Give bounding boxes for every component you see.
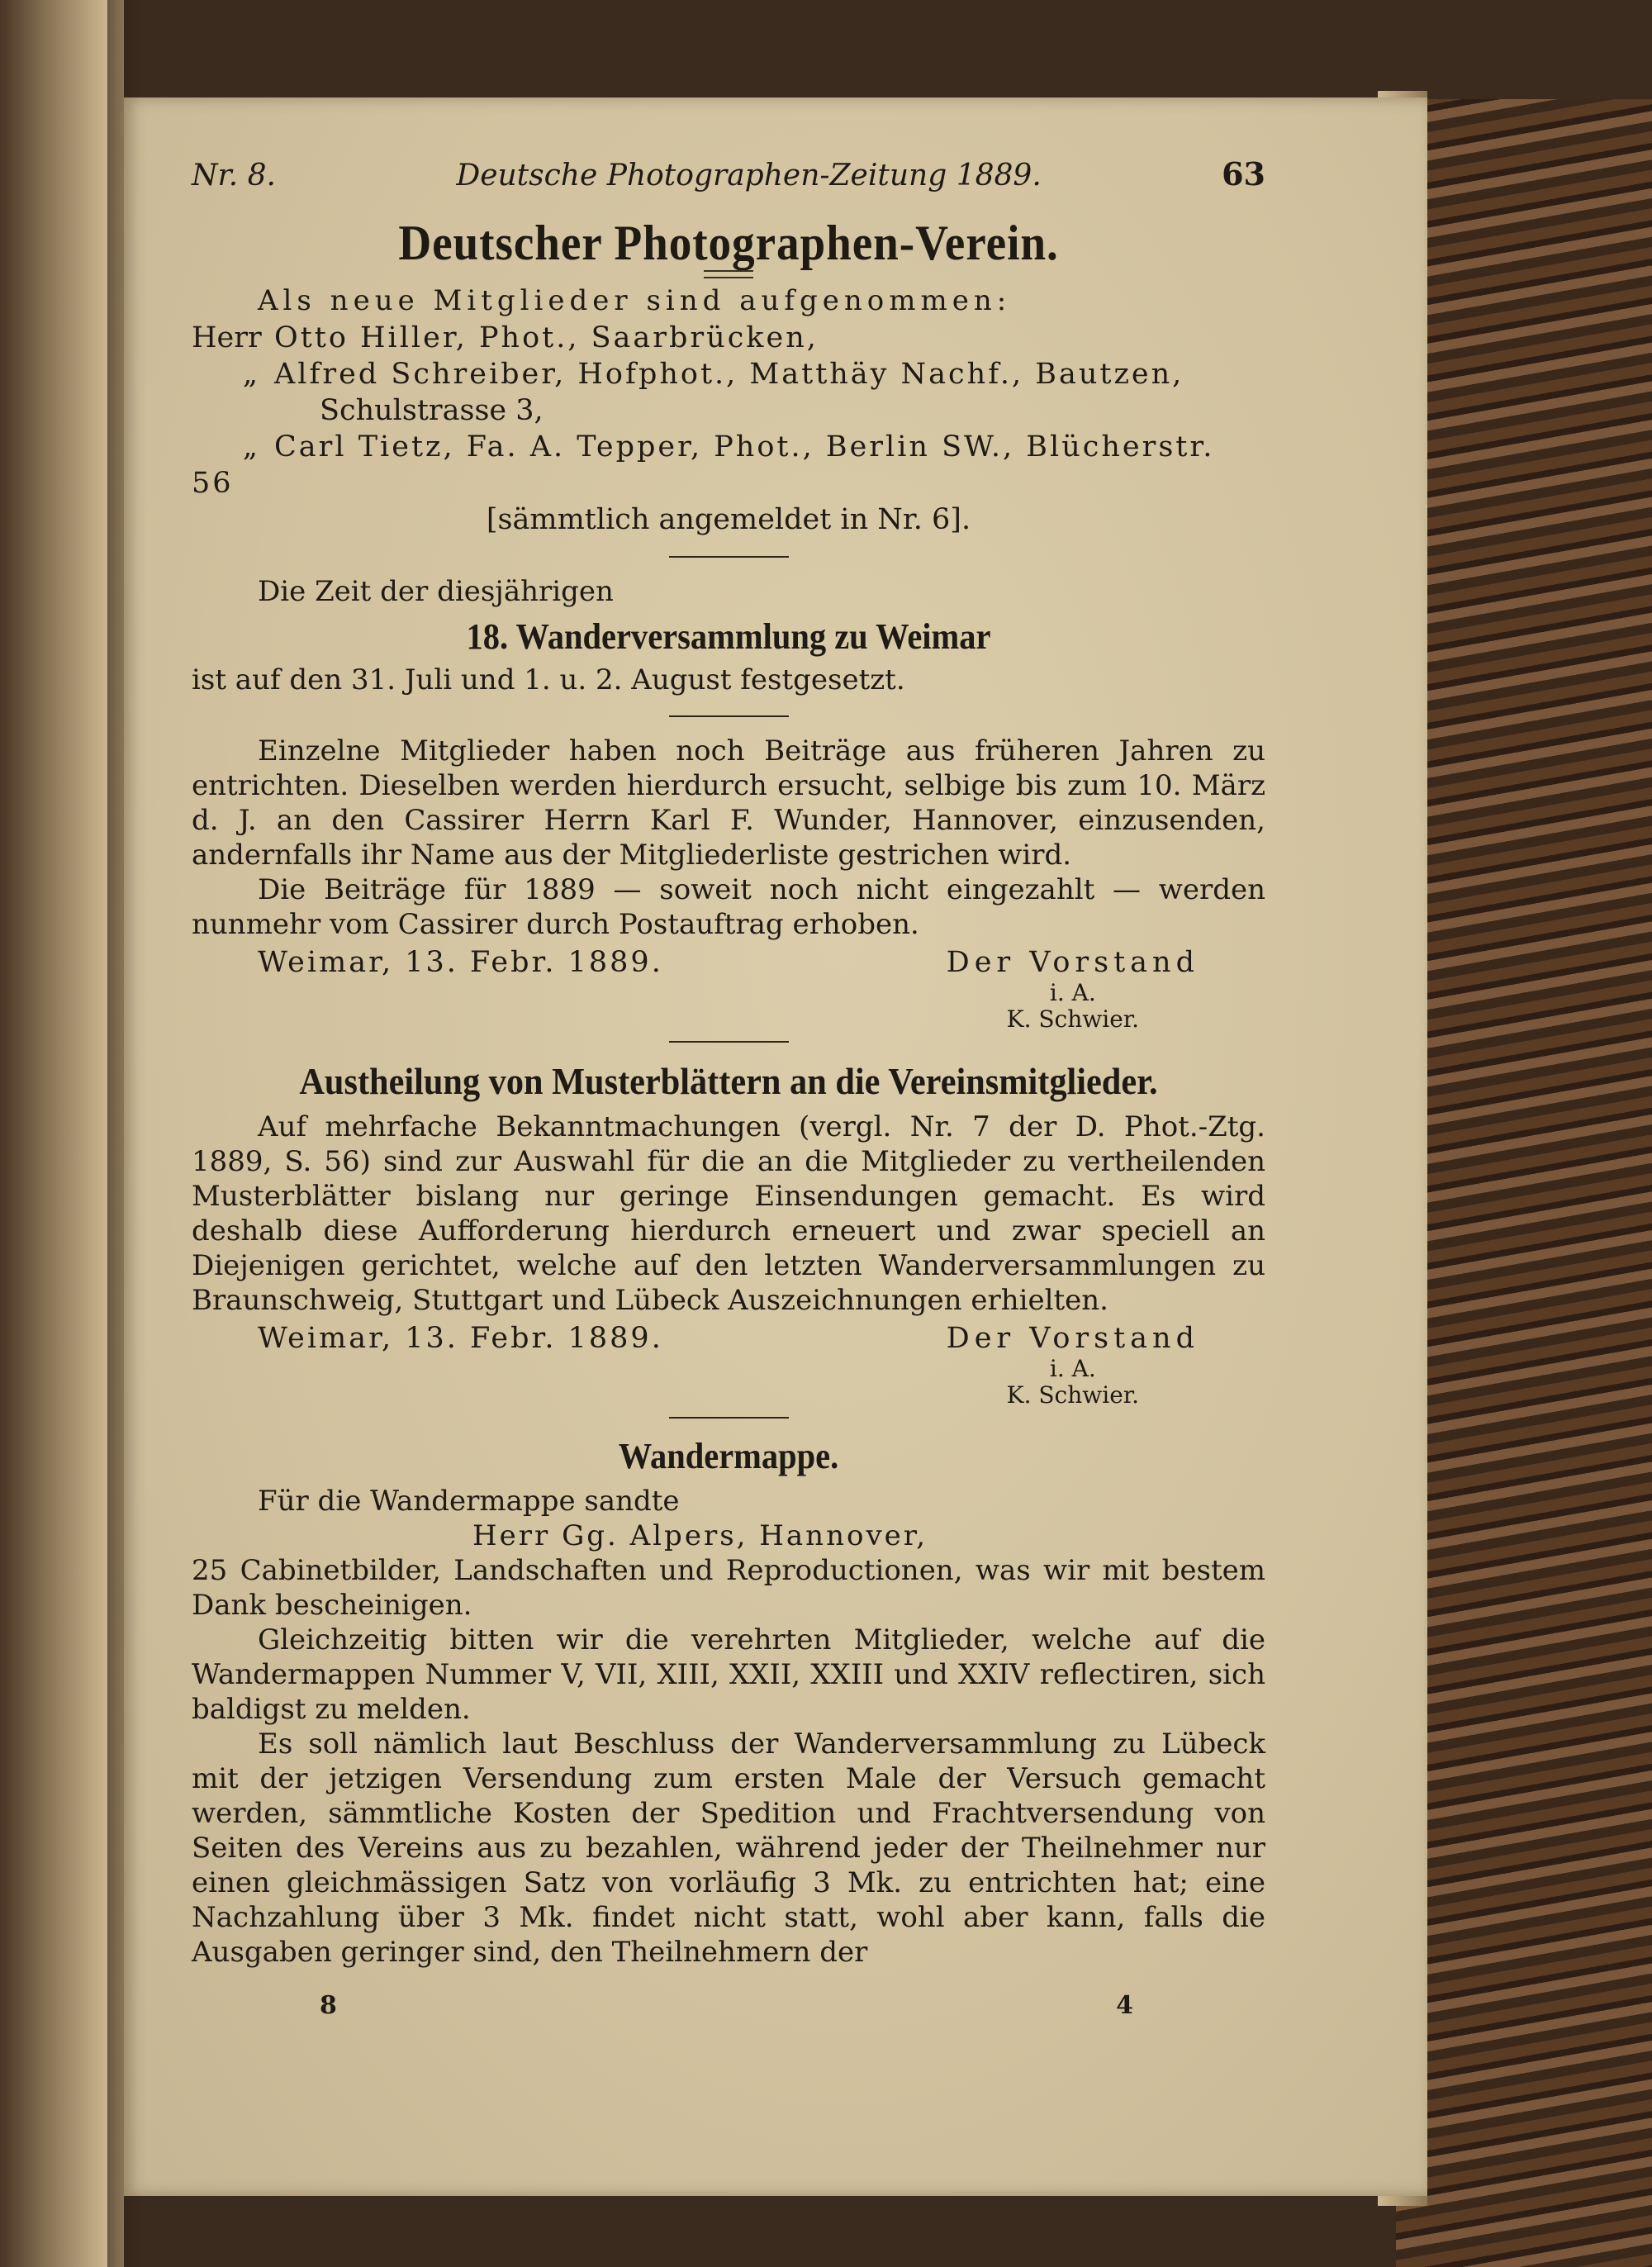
signature-title: Der Vorstand bbox=[946, 1322, 1199, 1355]
signature-name: K. Schwier. bbox=[1006, 1381, 1139, 1409]
member-prefix: „ bbox=[242, 358, 258, 391]
member-prefix: „ bbox=[242, 430, 258, 463]
wandermappe-paragraph-2: Gleichzeitig bitten wir die verehrten Mitglieder, welche auf die Wandermappen Nummer V, VII, XIII, XXII, XXIII und XXIV reflectiren, sich baldigst zu melden. bbox=[192, 1623, 1265, 1726]
member-entry bbox=[192, 320, 1265, 356]
divider bbox=[669, 715, 789, 717]
section-title-verein: Deutscher Photographen-Verein. bbox=[398, 216, 1059, 270]
dues-paragraph-1: Einzelne Mitglieder haben noch Beiträge aus früheren Jahren zu entrichten. Dieselben werden hierdurch ersucht, selbige bis zum 10. März d. J. an den Cassirer Herrn Karl F. Wunder, Hannover, einzusenden, andernfalls ihr Name aus der Mitgliederliste gestrichen wird. bbox=[192, 734, 1265, 872]
signature-block bbox=[947, 1321, 1199, 1409]
place-date: Weimar, 13. Febr. 1889. bbox=[258, 946, 663, 979]
members-intro bbox=[192, 283, 1265, 318]
member-prefix: Herr bbox=[192, 321, 262, 354]
running-head bbox=[192, 155, 1265, 192]
wandermappe-paragraph-1: 25 Cabinetbilder, Landschaften und Reproductionen, was wir mit bestem Dank bescheinigen. bbox=[192, 1554, 1265, 1622]
issue-number: Nr. 8. bbox=[192, 159, 276, 192]
dues-paragraph-2: Die Beiträge für 1889 — soweit noch nicht eingezahlt — werden nunmehr vom Cassirer durch Postauftrag erhoben. bbox=[192, 873, 1265, 941]
member-entry-cont: Schulstrasse 3, bbox=[320, 394, 544, 427]
member-entry bbox=[192, 356, 1265, 392]
signature-ia: i. A. bbox=[1049, 1355, 1096, 1382]
member-list bbox=[192, 320, 1265, 538]
place-date: Weimar, 13. Febr. 1889. bbox=[258, 1322, 663, 1355]
marbled-book-edge bbox=[1396, 99, 1652, 2267]
member-text: Otto Hiller, Phot., Saarbrücken, bbox=[274, 321, 819, 354]
divider bbox=[669, 556, 789, 558]
text-column bbox=[192, 155, 1265, 2020]
book-page bbox=[124, 97, 1427, 2196]
meeting-intro: Die Zeit der diesjährigen bbox=[258, 575, 614, 608]
musterblaetter-body: Auf mehrfache Bekanntmachungen (vergl. Nr. 7 der D. Phot.-Ztg. 1889, S. 56) sind zur Auswahl für die an die Mitglieder zu vertheilenden Musterblätter bislang nur geringe Einsendungen gemacht. Es wird deshalb diese Aufforderung hierdurch erneuert und zwar speciell an Diejenigen gerichtet, welche auf den letzten Wanderversammlungen zu Braunschweig, Stuttgart und Lübeck Auszeichnungen erhielten. bbox=[192, 1110, 1265, 1317]
title-ornament bbox=[704, 270, 753, 278]
meeting-date: ist auf den 31. Juli und 1. u. 2. August festgesetzt. bbox=[192, 663, 905, 696]
signature-row bbox=[192, 1321, 1265, 1409]
wandermappe-donor: Herr Gg. Alpers, Hannover, bbox=[472, 1519, 928, 1552]
signature-mark-right: 4 bbox=[1116, 1991, 1133, 2020]
signature-name: K. Schwier. bbox=[1006, 1005, 1139, 1033]
meeting-title: 18. Wanderversammlung zu Weimar bbox=[466, 616, 991, 657]
wandermappe-paragraph-3: Es soll nämlich laut Beschluss der Wanderversammlung zu Lübeck mit der jetzigen Versendung zum ersten Male der Versuch gemacht werden, sämmtliche Kosten der Spedition und Frachtversendung von Seiten des Vereins aus zu bezahlen, während jeder der Theilnehmer nur einen gleichmässigen Satz von vorläufig 3 Mk. zu entrichten hat; eine Nachzahlung über 3 Mk. findet nicht statt, wohl aber kann, falls die Ausgaben geringer sind, den Theilnehmern der bbox=[192, 1728, 1265, 1969]
section-title-musterblaetter: Austheilung von Musterblättern an die Vereinsmitglieder. bbox=[299, 1060, 1158, 1102]
wandermappe-intro: Für die Wandermappe sandte bbox=[258, 1485, 680, 1518]
signature-title: Der Vorstand bbox=[946, 946, 1199, 979]
signature-row bbox=[192, 945, 1265, 1033]
facing-page-edge bbox=[0, 0, 124, 2267]
page-number: 63 bbox=[1222, 155, 1265, 192]
member-note: [sämmtlich angemeldet in Nr. 6]. bbox=[486, 503, 971, 536]
journal-title: Deutsche Photographen-Zeitung 1889. bbox=[456, 159, 1042, 192]
page-footer bbox=[192, 1991, 1265, 2020]
divider bbox=[669, 1041, 789, 1043]
members-intro-text: Als neue Mitglieder sind aufgenommen: bbox=[258, 284, 1012, 317]
signature-ia: i. A. bbox=[1049, 979, 1096, 1006]
signature-mark-left: 8 bbox=[320, 1991, 337, 2020]
section-title-wandermappe: Wandermappe. bbox=[618, 1436, 839, 1476]
member-entry bbox=[192, 429, 1265, 501]
signature-block bbox=[947, 945, 1199, 1033]
divider bbox=[669, 1417, 789, 1419]
member-text: Carl Tietz, Fa. A. Tepper, Phot., Berlin SW., Blücherstr. 56 bbox=[192, 430, 1215, 500]
member-text: Alfred Schreiber, Hofphot., Matthäy Nachf., Bautzen, bbox=[274, 358, 1184, 391]
